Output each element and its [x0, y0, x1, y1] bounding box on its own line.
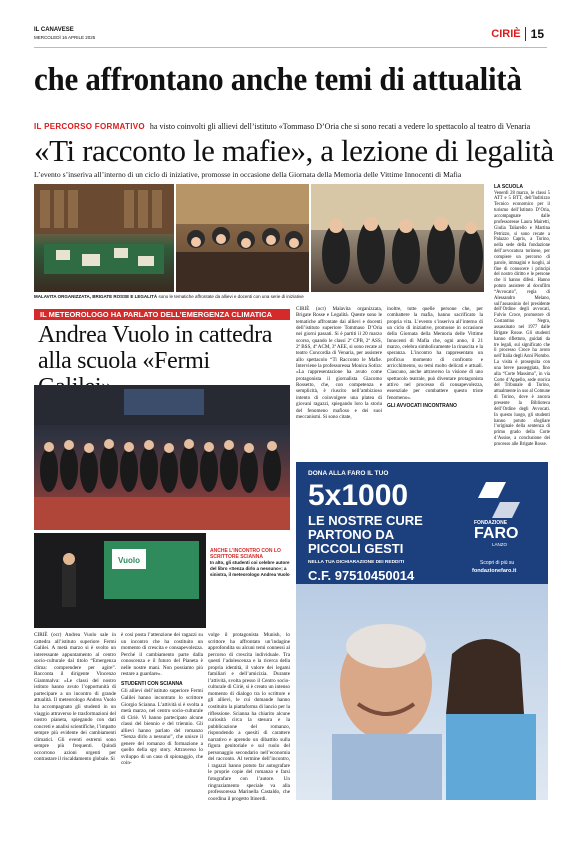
story1-right-text: Venerdì 28 marzo, le classi 5 ATT e 5 BTT, dell’Indirizzo Tecnico economico per il turismo dell’Istituto D’Oria, accompagnate dalle professoresse Laura Mairetti, Giulia Taliarello e Martina Petrizzo, si sono recate a Palazzo Capris, a Torino, nella sede della fondazione dell’avvocatura torinese, per compiere un percorso di parole, immagini e luoghi, al fine di conoscere i principi del nostro diritto e le persone che li hanno difesi. Hanno potuto assistere al docufilm “Avvocato”, regia di Alessandro Melano, sull’assassinio del presidente dell’Ordine degli avvocati, Fulvio Croce, promotore di Costantino Negra, assassinato nel 1977 dalle Brigate Rosse. Gli studenti hanno riflettuto, guidati da tre legali, sul significato che il processo Croce ha avuto nell’Italia degli Anni Piombo. La visita è proseguita con una breve passeggiata, fino alla “Corte Massima”, in via Corte d’Appello, sede storica del Tribunale di Torino, attualmente in uso al Comune di Torino, dove è ancora presente la Biblioteca dell’Ordine degli Avvocati. In questo luogo, gli studenti hanno potuto sfogliare l’originale della sentenza di primo grado della Corte d’Assise, a conclusione del processo alle Brigate Rosse. [494, 190, 550, 447]
story1-caption-text: sono le tematiche affrontate da allievi e docenti con una serie di iniziative [158, 294, 304, 299]
story1-title: «Ti racconto le mafie», a lezione di legalità [34, 133, 554, 168]
story2-photo-group [34, 385, 290, 530]
publication-date: MERCOLEDÌ 16 APRILE 2025 [34, 35, 96, 40]
story2-inset-head: ANCHE L’INCONTRO CON LO SCRITTORE SCIANNA [210, 548, 281, 560]
story2-column-2-head: STUDENTI CON SCIANNA [121, 680, 183, 687]
story1-photo-middle [176, 184, 309, 292]
vuolo-logo-text: Vuolo [118, 556, 140, 565]
ad-cf-label: NELLA TUA DICHIARAZIONE DEI REDDITI [308, 560, 405, 565]
section-name: CIRIÈ [491, 28, 521, 40]
students-stage-photo [34, 385, 290, 530]
story2-column-1 [34, 632, 116, 800]
faro-logo-sub: LANZO [492, 542, 508, 547]
story1-caption-bold: MALAVITA ORGANIZZATA, BRIGATE ROSSE E LEGALITÀ [34, 294, 158, 299]
library-photo-illustration [34, 184, 174, 292]
ad-more-text: Scopri di più su [480, 560, 515, 566]
elderly-man-nurse-photo [296, 584, 548, 800]
story2-photo-speaker [34, 533, 206, 628]
story2-column-3-text: volge il protagonista Munish, lo scrittore ha affrontato un’indagine approfondita su alcuni temi connessi al percorso di crescita individuale. Tra questi l’adolescenza e la ricerca della propria identità, il valore dei legami familiari e dell’amicizia. Durante l’attività, svolta presso il Centro socio-culturale di Ciriè, si è creato un intenso momento di dialogo tra lo scrittore e gli allievi, le cui domande hanno costituito la piattaforma di lancio per la riflessione. Scianna ha chiarito alcune curiosità circa la stesura e la pubblicazione del romanzo, rispondendo a quesiti di carattere narrativo e aprendo un dibattito sulla figura genitoriale e sul ruolo del personaggio secondario nell’economia del racconto. Al termine dell’incontro, i ragazzi hanno potuto far autografare le proprie copie del romanzo e farsi fotografare con l’autore. Un ringraziamento speciale va alla professoressa Marinella Castaldo, che coordina il progetto Itinerdi. [208, 632, 290, 802]
story2-column-2 [121, 632, 203, 800]
story1-right-column [494, 184, 550, 447]
ad-amount: 5x1000 [308, 479, 409, 512]
story1-kicker-text: ha visto coinvolti gli allievi dell’istituto «Tommaso D’Oria che si sono recati a vedere lo spettacolo al teatro di Venaria [149, 122, 531, 131]
ad-line3: PICCOLI GESTI [308, 541, 404, 556]
story1-column-2-signoff: GLI AVVOCATI INCONTRANO [387, 403, 457, 410]
section-header [491, 27, 544, 41]
publication-info [34, 27, 154, 47]
story1-column-2-text: inoltre, tutte quelle persone che, per combattere la mafia, hanno sacrificato la propria vita. L’evento s’inseriva all’interno di un ciclo di iniziative, promosse in occasione della Giornata della Memoria delle Vittime Innocenti di Mafia che, ogni anno, il 21 marzo, celebra simbolicamente la rinascita e la speranza. L’incontro ha rappresentato un proficuo momento di confronto e arricchimento, su temi molto delicati e attuali. Ciascuno, anche attraverso la visione di uno spettacolo teatrale, può diventare protagonista attivo nel processo di consapevolezza, essenziale per combattere questo triste fenomeno». [387, 306, 483, 401]
ad-cf-number: C.F. 97510450014 [308, 568, 415, 583]
story2-column-1-text: CIRIÈ (ocr) Andrea Vuolo sale in cattedra all’istituto superiore Fermi Galilei. A metà marzo si è svolto un interessante appuntamento al centro socio-culturale dal titolo “Emergenza clima: comprendere per agire”. Racconta il dirigente Vincenzo Giammalva: «Le classi del nostro istituto hanno avuto l’opportunità di partecipare a un incontro di grande attualità. Il meteorologo Andrea Vuolo ha accompagnato gli studenti in un viaggio attraverso le trasformazioni del nostro pianeta, spiegando con dati concreti e analisi scientifiche, l’impatto sempre più evidente dei cambiamenti climatici. Gli eventi estremi sono sempre più frequenti. Quindi occorrono azioni urgenti per contrastare il riscaldamento globale. Si [34, 632, 116, 763]
story2-column-2-subtext: Gli allievi dell’istituto superiore Fermi Galilei hanno incontrato lo scrittore Giorgio Scianna. L’attività si è svolta a metà marzo, nel centro socio-culturale di Ciriè. Vi hanno partecipato alcune classi del biennio e del triennio. Gli allievi hanno parlato del romanzo “Senza dirlo a nessuno”, che unisce il genere del romanzo di formazione a quello della spy story. Attraverso lo sviluppo di un caso di spionaggio, che coin- [121, 688, 203, 767]
story2-inset-text: In alto, gli studenti coi celebre autore del libro «Senza dirlo a nessuno»; a sinistra, il meteorologo Andrea Vuolo [210, 560, 290, 577]
story1-column-1 [296, 306, 382, 451]
faro-advertisement [296, 462, 548, 800]
story1-subtitle: L’evento s’inseriva all’interno di un ciclo di iniziative, promosse in occasione della Giornata della Memoria delle Vittime Innocenti di Mafia [34, 170, 462, 179]
story2-column-2-text: è così posta l’attenzione dei ragazzi su un incontro che ha costituito un momento di crescita e consapevolezza. Perché il cambiamento parte dalla conoscenza e il futuro del Pianeta è nelle nostre mani. Non possiamo più restare a guardare». [121, 632, 203, 678]
main-headline: che affrontano anche temi di attualità [34, 62, 522, 98]
ad-photo [296, 584, 548, 800]
story1-column-2 [387, 306, 483, 451]
masthead-rule [34, 47, 547, 48]
story2-inset [210, 548, 290, 608]
story2-title: Andrea Vuolo in cattedra alla scuola «Fermi [38, 322, 273, 374]
ad-lead: DONA ALLA FARO IL TUO [308, 470, 389, 477]
story1-photo-left [34, 184, 174, 292]
story2-band: IL METEOROLOGO HA PARLATO DELL’EMERGENZA CLIMATICA [34, 309, 290, 320]
story2-column-3 [208, 632, 290, 800]
publication-name: IL CANAVESE [34, 27, 74, 33]
story1-photo-caption [34, 294, 484, 302]
story1-photo-right [311, 184, 484, 292]
story1-kicker-label: IL PERCORSO FORMATIVO [34, 122, 145, 131]
ad-website-link[interactable]: fondazionefaro.it [472, 568, 517, 574]
story1-kicker [34, 122, 564, 132]
story1-column-1-text: CIRIÈ (ocr) Malavita organizzata, Brigate Rosse e Legalità. Queste sono le tematiche affrontate dai allievi e docenti dell’istituto superiore Tommaso D’Oria nei giorni passati. Si è partiti il 20 marzo scorso, quando le classi 2ª CPB, 2ª ASS, 2ª BSS, 4ª ACM, 3ª AEE, si sono recate al teatro Concordia di Venaria, per assistere allo spettacolo “Ti Racconto le Mafie. Interviene la professoressa Monica Sotira: «La rappresentazione ha avuto come protagonista il giornalista Giacomo Rossetto, che, con competenza e semplicità, è riuscito nell’ambizioso intento di coinvolgere una platea di giovani ragazzi, spiegando loro la storia del fenomeno mafioso e dei suoi meccanismi. Si sono citate, [296, 306, 382, 420]
ad-line1: LE NOSTRE CURE [308, 513, 423, 528]
faro-logo-name: FARO [474, 525, 519, 542]
faro-logo-small: FONDAZIONE [474, 520, 508, 526]
story1-right-head: LA SCUOLA [494, 184, 523, 190]
ad-line2: PARTONO DA [308, 527, 395, 542]
meteorologist-presentation-photo [34, 533, 206, 628]
students-theatre-photo [176, 184, 309, 292]
students-group-photo [311, 184, 484, 292]
page-number: 15 [525, 27, 544, 41]
